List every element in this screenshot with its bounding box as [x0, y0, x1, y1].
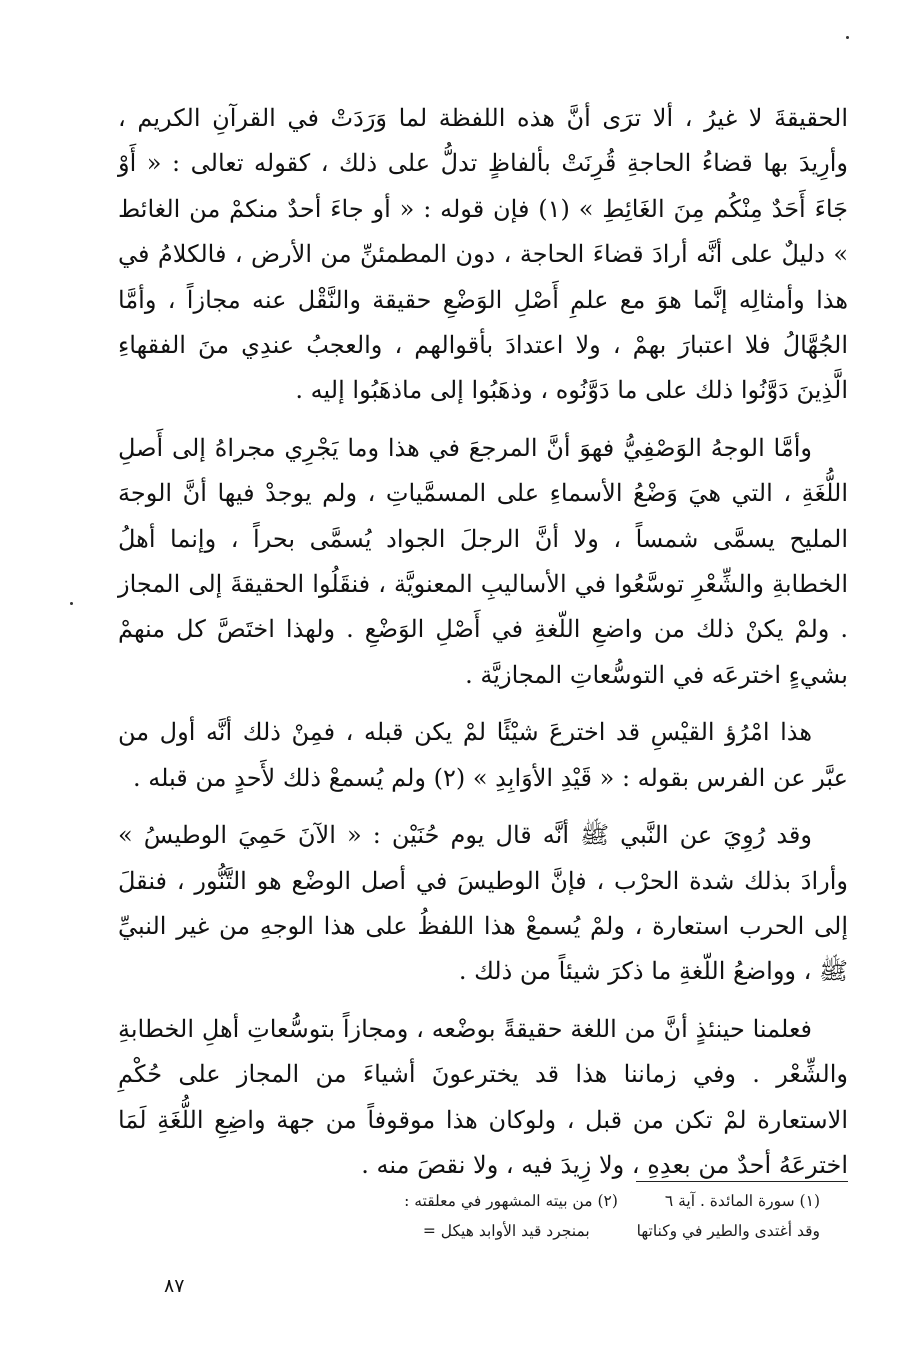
- paragraph-3: هذا امْرُؤ القيْسِ قد اخترعَ شيْئًا لمْ يكن قبله ، فمِنْ ذلك أنَّه أول من عبَّر عن الفرس بقوله : « قَيْدِ الأوَابِدِ » (٢) ولم يُسمعْ ذلك لأَحدٍ من قبله .: [118, 718, 848, 792]
- footnote-1: (١) سورة المائدة . آية ٦: [664, 1192, 820, 1210]
- paragraph-1: الحقيقةَ لا غيرُ ، ألا ترَى أنَّ هذه اللفظة لما وَرَدَتْ في القرآنِ الكريم ، وأرِيدَ بها قضاءُ الحاجةِ قُرِنَتْ بألفاظٍ تدلُّ على ذلك ، كقوله تعالى : « أَوْ جَاءَ أَحَدٌ مِنْكُم مِنَ الغَائِطِ » (١) فإن قوله : « أو جاءَ أحدٌ منكمْ من الغائط » دليلٌ على أنَّه أرادَ قضاءَ الحاجة ، دون المطمئنِّ من الأرض ، فالكلامُ في هذا وأمثالِه إنَّما هوَ مع علمِ أَصْلِ الوَضْعِ حقيقة والنَّقْل عنه مجازاً ، وأمَّا الجُهَّالُ فلا اعتبارَ بهمْ ، ولا اعتدادَ بأقوالهم ، والعجبُ عندِي منَ الفقهاءِ الَّذِينَ دَوَّنُوا ذلك على ما دَوَّنُوه ، وذهَبُوا إلى ماذهَبُوا إليه .: [118, 104, 848, 405]
- footnote-verse: [170, 1222, 820, 1240]
- verse-second-hemistich: بمنجرد قيد الأوابد هيكل =: [422, 1222, 590, 1240]
- paragraph-5: فعلمنا حينئذٍ أنَّ من اللغة حقيقةً بوضْعه ، ومجازاً بتوسُّعاتِ أهلِ الخطابةِ والشِّعْر . وفي زماننا هذا قد يخترعونَ أشياءَ من المجاز على حُكْمِ الاستعارة لمْ تكن من قبل ، ولوكان هذا موقوفاً من جهة واضِعِ اللُّغَةِ لَمَا اخترعَهُ أحدٌ من بعدِهِ ، ولا زِيدَ فيه ، ولا نقصَ منه .: [118, 1014, 848, 1179]
- scan-speck: [70, 602, 73, 605]
- page-number: ٨٧: [164, 1275, 185, 1297]
- footnote-line-1: [170, 1192, 820, 1210]
- main-text: [118, 96, 848, 1188]
- paragraph-2: وأمَّا الوجهُ الوَصْفِيُّ فهوَ أنَّ المرجعَ في هذا وما يَجْرِي مجراهُ إلى أَصلِ اللُّغَةِ ، التي هيَ وَضْعُ الأسماءِ على المسمَّياتِ ، ولم يوجدْ فيها أنَّ الوجهَ المليح يسمَّى شمساً ، ولا أنَّ الرجلَ الجواد يُسمَّى بحراً ، وإنما أهلُ الخطابةِ والشِّعْرِ توسَّعُوا في الأساليبِ المعنويَّة ، فنقَلُوا الحقيقةَ إلى المجاز . ولمْ يكنْ ذلك من واضعِ اللّغةِ في أَصْلِ الوَضْعِ . ولهذا اختَصَّ كل منهمْ بشيءٍ اخترعَه في التوسُّعاتِ المجازيَّة .: [118, 433, 848, 689]
- paragraph-4: وقد رُوِيَ عن النَّبي ﷺ أنَّه قال يوم حُنَيْن : « الآنَ حَمِيَ الوطيسُ » وأرادَ بذلك شدة الحرْب ، فإنَّ الوطيسَ في أصل الوضْع هو التَّنُّور ، فنقلَ إلى الحرب استعارة ، ولمْ يُسمعْ هذا اللفظُ على هذا الوجهِ من غير النبيِّ ﷺ ، وواضعُ اللّغةِ ما ذكرَ شيئاً من ذلك .: [118, 821, 848, 986]
- footnotes: [170, 1192, 820, 1252]
- footnote-divider: [636, 1181, 848, 1182]
- verse-first-hemistich: وقد أغتدى والطير في وكناتها: [636, 1222, 820, 1240]
- scan-speck: [846, 36, 849, 39]
- footnote-2: (٢) من بيته المشهور في معلقته :: [404, 1192, 618, 1210]
